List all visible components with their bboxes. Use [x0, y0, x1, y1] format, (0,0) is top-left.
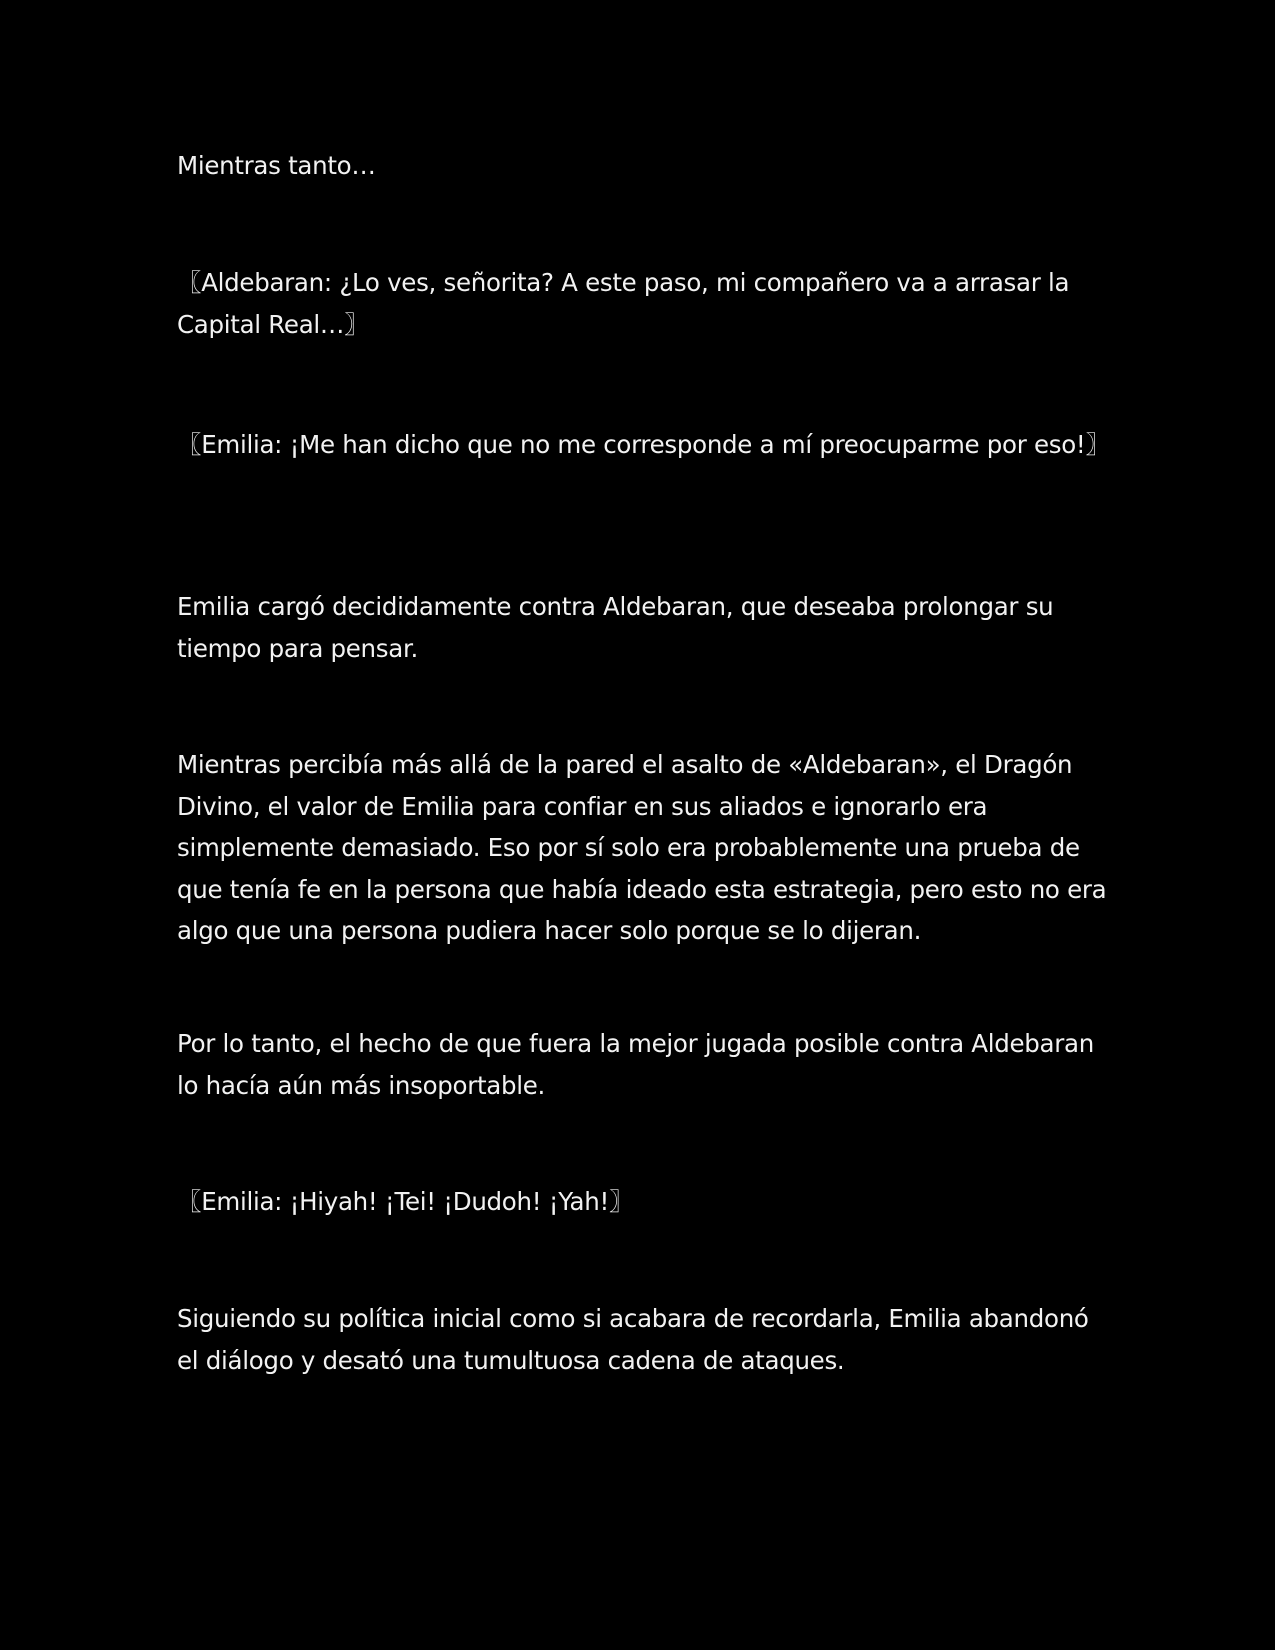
paragraph-dialogue-emilia: 〖Emilia: ¡Me han dicho que no me corresponde a mí preocuparme por eso!〗	[177, 430, 1110, 459]
paragraph-narration: Por lo tanto, el hecho de que fuera la mejor jugada posible contra Aldebaran lo hacía aún más insoportable.	[177, 1029, 1094, 1100]
paragraph-narration: Mientras tanto…	[177, 151, 376, 180]
paragraph-narration: Emilia cargó decididamente contra Aldebaran, que deseaba prolongar su tiempo para pensar.	[177, 592, 1054, 663]
paragraph-narration: Mientras percibía más allá de la pared el asalto de «Aldebaran», el Dragón Divino, el valor de Emilia para confiar en sus aliados e ignorarlo era simplemente demasiado. Eso por sí solo era probablemente una prueba de que tenía fe en la persona que había ideado esta estrategia, pero esto no era algo que una persona pudiera hacer solo porque se lo dijeran.	[177, 750, 1107, 945]
paragraph-narration: Siguiendo su política inicial como si acabara de recordarla, Emilia abandonó el diálogo y desató una tumultuosa cadena de ataques.	[177, 1304, 1089, 1375]
paragraph-dialogue-aldebaran: 〖Aldebaran: ¿Lo ves, señorita? A este paso, mi compañero va a arrasar la Capital Real…〗	[177, 268, 1070, 339]
paragraph-dialogue-emilia: 〖Emilia: ¡Hiyah! ¡Tei! ¡Dudoh! ¡Yah!〗	[177, 1187, 634, 1216]
